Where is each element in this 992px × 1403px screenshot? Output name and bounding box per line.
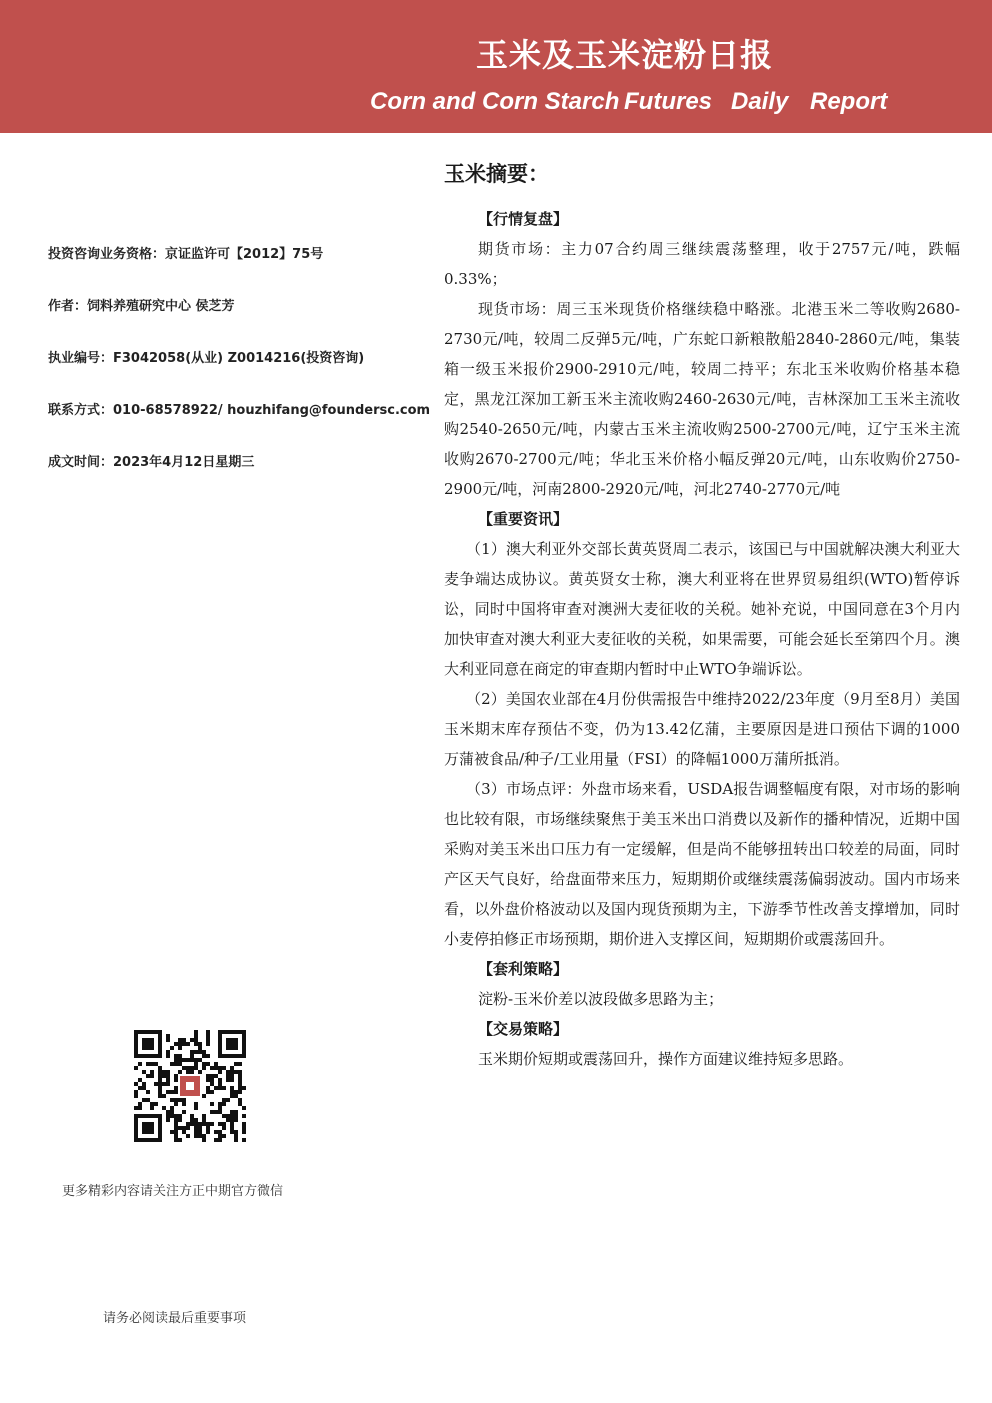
futures-market-paragraph: 期货市场：主力07合约周三继续震荡整理，收于2757元/吨，跌幅0.33%；: [444, 240, 960, 288]
report-banner: [0, 0, 992, 133]
arbitrage-heading: 【套利策略】: [478, 960, 569, 978]
qualification-line: 投资咨询业务资格：京证监许可【2012】75号: [48, 247, 324, 262]
news-heading: 【重要资讯】: [478, 510, 569, 528]
news-item: （3）市场点评：外盘市场来看，USDA报告调整幅度有限，对市场的影响也比较有限，市场继续聚焦于美玉米出口消费以及新作的播种情况，近期中国采购对美玉米出口压力有一定缓解，但是尚不能够扭转出口较差的局面，同时产区天气良好，给盘面带来压力，短期期价或继续震荡偏弱波动。国内市场来看，以外盘价格波动以及国内现货预期为主，下游季节性改善支撑增加，同时小麦停拍修正市场预期，期价进入支撑区间，短期期价或震荡回升。: [444, 780, 960, 948]
report-title-en: [370, 88, 887, 116]
market-review-heading: 【行情复盘】: [478, 210, 569, 228]
contact-line: 联系方式：010-68578922/ houzhifang@foundersc.com: [48, 403, 431, 418]
author-line: 作者：饲料养殖研究中心 侯芝芳: [48, 299, 235, 314]
qr-caption: 更多精彩内容请关注方正中期官方微信: [62, 1184, 284, 1199]
author-info: [48, 245, 431, 505]
arbitrage-paragraph: 淀粉-玉米价差以波段做多思路为主；: [478, 990, 724, 1008]
qr-code-icon: [134, 1030, 246, 1142]
summary-column: [444, 160, 960, 1074]
news-item: （1）澳大利亚外交部长黄英贤周二表示，该国已与中国就解决澳大利亚大麦争端达成协议。黄英贤女士称，澳大利亚将在世界贸易组织(WTO)暂停诉讼，同时中国将审查对澳洲大麦征收的关税。她补充说，中国同意在3个月内加快审查对澳大利亚大麦征收的关税，如果需要，可能会延长至第四个月。澳大利亚同意在商定的审查期内暂时中止WTO争端诉讼。: [444, 540, 960, 678]
title-en-word: Corn and Corn Starch: [370, 88, 620, 115]
title-en-word: Daily: [731, 88, 789, 115]
news-item: （2）美国农业部在4月份供需报告中维持2022/23年度（9月至8月）美国玉米期末库存预估不变，仍为13.42亿蒲，主要原因是进口预估下调的1000万蒲被食品/种子/工业用量（FSI）的降幅1000万蒲所抵消。: [444, 690, 960, 768]
summary-title: 玉米摘要：: [444, 162, 549, 186]
trading-paragraph: 玉米期价短期或震荡回升，操作方面建议维持短多思路。: [478, 1050, 854, 1068]
title-en-word: Report: [810, 88, 888, 115]
title-en-word: Futures: [624, 88, 713, 115]
report-title-cn: 玉米及玉米淀粉日报: [476, 36, 774, 74]
trading-heading: 【交易策略】: [478, 1020, 569, 1038]
disclaimer-note: 请务必阅读最后重要事项: [103, 1311, 247, 1326]
spot-market-paragraph: 现货市场：周三玉米现货价格继续稳中略涨。北港玉米二等收购2680-2730元/吨，较周二反弹5元/吨，广东蛇口新粮散船2840-2860元/吨，集装箱一级玉米报价2900-2910元/吨，较周二持平；东北玉米收购价格基本稳定，黑龙江深加工新玉米主流收购2460-2630元/吨，吉林深加工玉米主流收购2540-2650元/吨，内蒙古玉米主流收购2500-2700元/吨，辽宁玉米主流收购2670-2700元/吨；华北玉米价格小幅反弹20元/吨，山东收购价2750-2900元/吨，河南2800-2920元/吨，河北2740-2770元/吨: [444, 300, 960, 498]
license-line: 执业编号：F3042058(从业) Z0014216(投资咨询): [48, 351, 365, 366]
date-line: 成文时间：2023年4月12日星期三: [48, 455, 255, 470]
